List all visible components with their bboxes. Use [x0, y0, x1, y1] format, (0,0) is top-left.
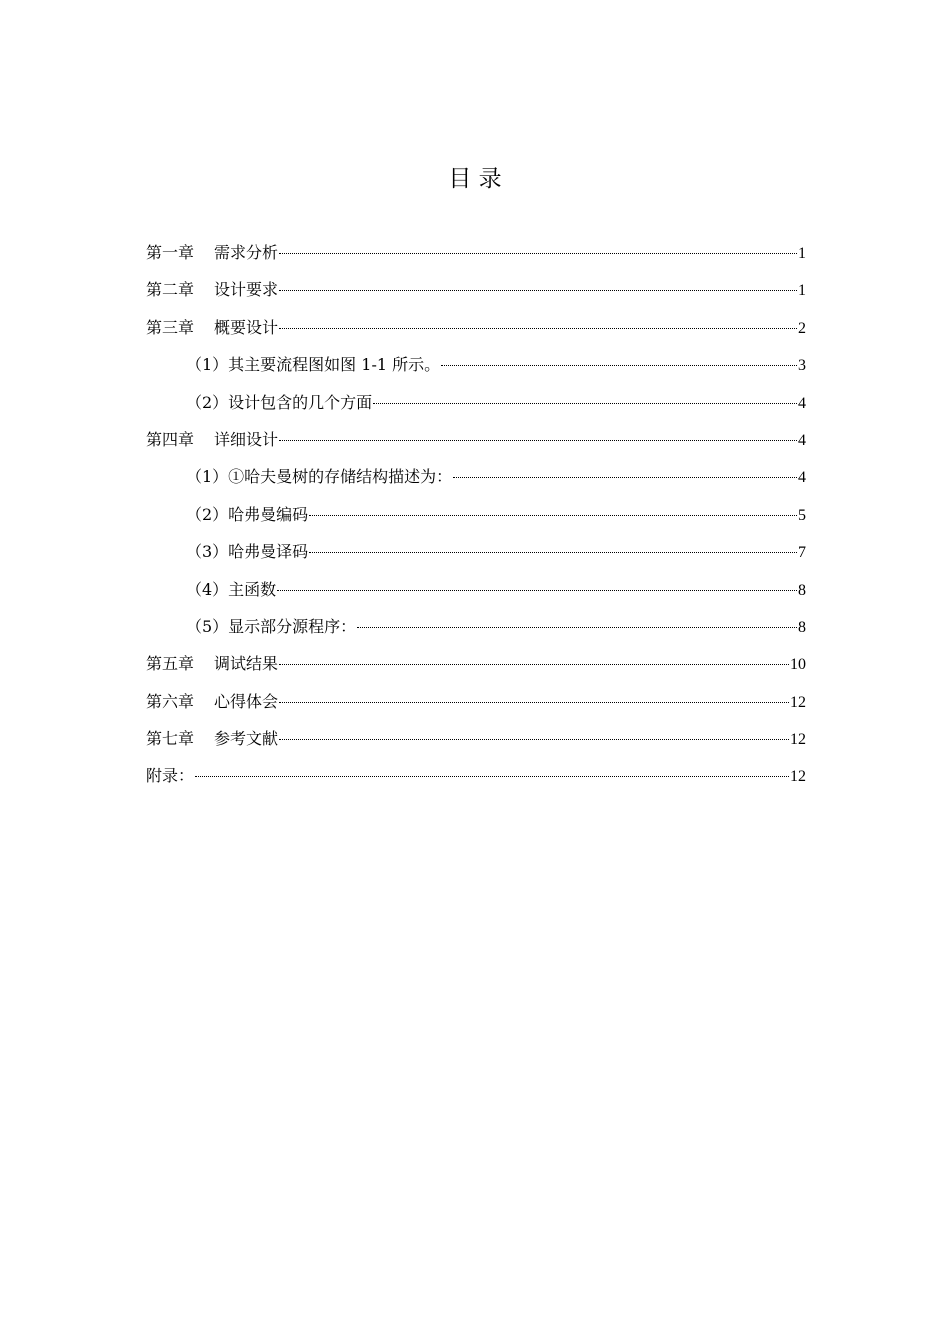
toc-entry[interactable]: [146, 421, 806, 458]
toc-entry-text: （1）①哈夫曼树的存储结构描述为：: [186, 467, 453, 487]
toc-entry-page-number: 12: [790, 731, 806, 749]
toc-entry-text: 参考文献: [214, 729, 279, 749]
toc-entry-text: （1）其主要流程图如图 1-1 所示。: [186, 355, 441, 375]
toc-entry-label: [186, 533, 308, 570]
toc-entry-page-number: 4: [798, 431, 806, 449]
toc-entry-text: 详细设计: [214, 429, 279, 449]
toc-entry-label: [146, 234, 278, 271]
toc-entry-page-number: 1: [798, 282, 806, 300]
toc-entry-text: 设计要求: [214, 280, 279, 300]
toc-entry-page-number: 1: [798, 245, 806, 262]
toc-entry-label: [146, 720, 278, 757]
toc-entry-text: （2）设计包含的几个方面: [186, 392, 373, 412]
toc-entry-text: 附录：: [146, 766, 195, 786]
toc-entry[interactable]: [146, 234, 806, 271]
toc-entry-page-number: 4: [798, 469, 806, 487]
toc-entry-number: 第六章: [146, 691, 195, 711]
toc-dot-leader: [441, 365, 797, 366]
toc-entry-text: （4）主函数: [186, 579, 277, 599]
toc-entry-page-number: 2: [798, 319, 806, 337]
toc-entry-number: 第三章: [146, 317, 195, 337]
toc-entry-label: [146, 683, 278, 720]
toc-entry-label: [186, 571, 276, 608]
toc-dot-leader: [195, 776, 789, 777]
toc-entry[interactable]: [146, 608, 806, 645]
toc-entry-page-number: 10: [790, 656, 806, 674]
toc-dot-leader: [279, 440, 797, 441]
toc-entry-number: 第二章: [146, 280, 195, 300]
toc-dot-leader: [453, 477, 797, 478]
toc-entry-page-number: 12: [790, 768, 806, 786]
toc-dot-leader: [357, 627, 797, 628]
toc-list: [146, 234, 806, 795]
toc-entry[interactable]: [146, 309, 806, 346]
toc-entry[interactable]: [146, 720, 806, 757]
toc-dot-leader: [279, 290, 797, 291]
toc-entry[interactable]: [146, 458, 806, 495]
toc-entry-label: [186, 384, 372, 421]
toc-entry[interactable]: [146, 757, 806, 794]
toc-entry-label: [186, 496, 308, 533]
toc-dot-leader: [277, 590, 797, 591]
toc-entry[interactable]: [146, 683, 806, 720]
toc-entry-label: [146, 757, 194, 794]
toc-entry-page-number: 12: [790, 693, 806, 711]
toc-entry-label: [186, 346, 440, 383]
toc-entry-text: 概要设计: [214, 317, 279, 337]
toc-entry[interactable]: [146, 645, 806, 682]
toc-dot-leader: [279, 739, 789, 740]
toc-entry-text: （2）哈弗曼编码: [186, 504, 309, 524]
toc-entry-label: [146, 271, 278, 308]
toc-entry[interactable]: [146, 346, 806, 383]
toc-entry-text: 心得体会: [214, 691, 279, 711]
toc-entry-page-number: 8: [798, 618, 806, 636]
toc-dot-leader: [309, 515, 797, 516]
toc-entry-number: 第五章: [146, 654, 195, 674]
toc-dot-leader: [309, 552, 797, 553]
toc-entry-number: 第一章: [146, 243, 195, 262]
toc-entry-number: 第七章: [146, 729, 195, 749]
toc-dot-leader: [373, 403, 797, 404]
toc-entry-label: [146, 309, 278, 346]
toc-dot-leader: [279, 702, 789, 703]
toc-entry-text: 需求分析: [214, 243, 279, 262]
toc-entry[interactable]: [146, 533, 806, 570]
toc-entry-label: [146, 421, 278, 458]
toc-dot-leader: [279, 253, 797, 254]
toc-entry-label: [146, 645, 278, 682]
toc-entry-text: 调试结果: [214, 654, 279, 674]
toc-entry[interactable]: [146, 496, 806, 533]
toc-entry[interactable]: [146, 571, 806, 608]
toc-entry-page-number: 7: [798, 544, 806, 562]
toc-entry-label: [186, 608, 356, 645]
toc-entry-page-number: 3: [798, 357, 806, 375]
toc-entry-page-number: 8: [798, 581, 806, 599]
toc-entry[interactable]: [146, 271, 806, 308]
toc-entry-label: [186, 458, 452, 495]
toc-dot-leader: [279, 664, 789, 665]
toc-title: 目 录: [448, 166, 502, 192]
toc-entry-page-number: 4: [798, 394, 806, 412]
toc-entry-page-number: 5: [798, 506, 806, 524]
toc-entry[interactable]: [146, 384, 806, 421]
toc-dot-leader: [279, 328, 797, 329]
toc-entry-text: （5）显示部分源程序：: [186, 616, 357, 636]
toc-entry-text: （3）哈弗曼译码: [186, 542, 309, 562]
toc-entry-number: 第四章: [146, 429, 195, 449]
